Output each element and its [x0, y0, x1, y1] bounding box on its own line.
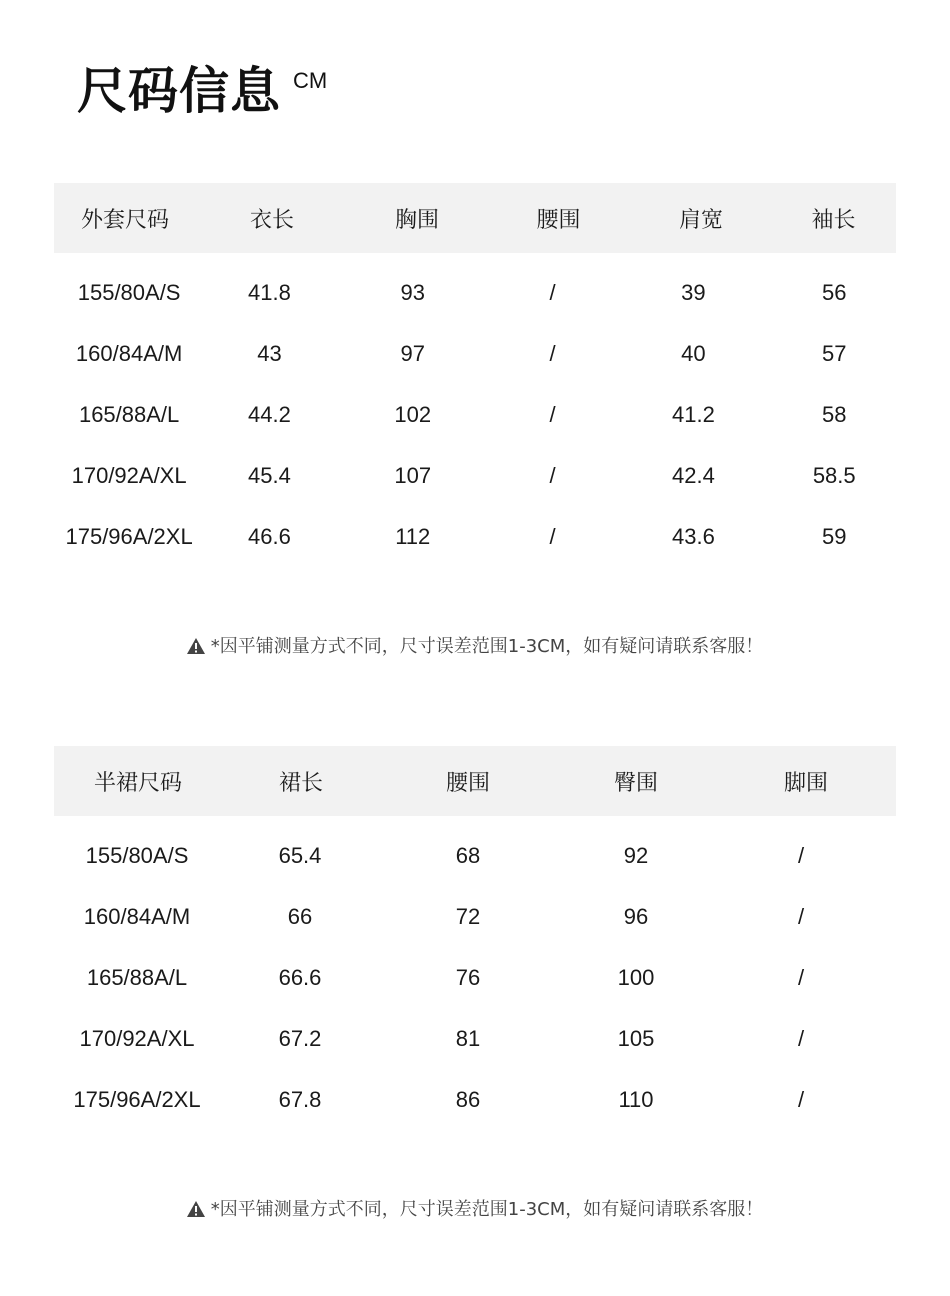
header-cell: 袖长 [811, 207, 856, 233]
warning-icon [187, 1201, 205, 1217]
value-cell: / [797, 903, 805, 929]
value-cell: 97 [400, 340, 425, 366]
page-header [77, 58, 328, 128]
header-cell: 臀围 [613, 770, 658, 796]
value-cell: 58 [821, 401, 847, 427]
value-cell: 93 [400, 279, 425, 305]
value-cell: 42.4 [671, 462, 715, 488]
header-cell: 衣长 [249, 207, 294, 233]
value-cell: 41.8 [248, 279, 291, 305]
header-cell: 脚围 [783, 770, 828, 796]
value-cell: / [549, 340, 556, 366]
value-cell: 66 [287, 903, 313, 929]
value-cell: / [797, 964, 805, 990]
header-cell: 腰围 [445, 770, 490, 796]
value-cell: 57 [821, 340, 847, 366]
table-row [54, 1069, 896, 1130]
value-cell: 96 [623, 903, 649, 929]
value-cell: 59 [821, 523, 847, 549]
value-cell: / [797, 1025, 805, 1051]
skirt-size-table [54, 746, 896, 1130]
value-cell: 67.8 [278, 1086, 322, 1112]
value-cell: 86 [455, 1086, 481, 1112]
value-cell: / [549, 279, 556, 305]
size-cell: 160/84A/M [75, 340, 183, 366]
size-cell: 160/84A/M [83, 903, 191, 929]
table-row [54, 825, 896, 886]
value-cell: 45.4 [248, 462, 291, 488]
value-cell: 58.5 [812, 462, 856, 488]
size-cell: 170/92A/XL [79, 1025, 195, 1051]
value-cell: / [549, 401, 556, 427]
skirt-measurement-note [0, 1195, 950, 1221]
table-row [54, 445, 896, 506]
value-cell: 40 [681, 340, 706, 366]
value-cell: 67.2 [278, 1025, 322, 1051]
value-cell: 92 [623, 842, 649, 868]
unit-label: CM [293, 68, 328, 93]
value-cell: 56 [821, 279, 847, 305]
size-cell: 175/96A/2XL [73, 1086, 201, 1112]
header-cell: 裙长 [278, 770, 323, 796]
note-text: *因平铺测量方式不同，尺寸误差范围1-3CM，如有疑问请联系客服！ [210, 1199, 764, 1220]
value-cell: / [549, 523, 556, 549]
header-cell: 半裙尺码 [93, 770, 182, 796]
page-title: 尺码信息 [77, 62, 281, 120]
value-cell: 100 [617, 964, 655, 990]
table-row [54, 323, 896, 384]
value-cell: 107 [394, 462, 432, 488]
value-cell: 68 [455, 842, 481, 868]
table-row [54, 1008, 896, 1069]
value-cell: / [549, 462, 556, 488]
value-cell: 72 [455, 903, 481, 929]
value-cell: / [797, 842, 805, 868]
size-cell: 170/92A/XL [71, 462, 187, 488]
value-cell: 112 [395, 523, 431, 549]
size-cell: 155/80A/S [77, 279, 181, 305]
coat-size-table [54, 183, 896, 567]
value-cell: 43 [257, 340, 282, 366]
skirt-table-header [54, 746, 896, 816]
size-cell: 165/88A/L [78, 401, 180, 427]
header-cell: 肩宽 [678, 207, 723, 233]
value-cell: 46.6 [248, 523, 291, 549]
value-cell: 43.6 [671, 523, 715, 549]
coat-table-header [54, 183, 896, 253]
coat-measurement-note [0, 632, 950, 658]
table-row [54, 262, 896, 323]
header-cell: 胸围 [394, 207, 439, 233]
value-cell: 102 [394, 401, 432, 427]
value-cell: 41.2 [671, 401, 715, 427]
value-cell: 65.4 [278, 842, 322, 868]
table-row [54, 506, 896, 567]
value-cell: 105 [617, 1025, 655, 1051]
value-cell: 66.6 [278, 964, 322, 990]
table-row [54, 947, 896, 1008]
value-cell: 81 [455, 1025, 481, 1051]
value-cell: 110 [618, 1086, 654, 1112]
size-cell: 175/96A/2XL [65, 523, 193, 549]
warning-icon [187, 638, 205, 654]
header-cell: 外套尺码 [80, 207, 169, 233]
header-cell: 腰围 [536, 207, 581, 233]
value-cell: 44.2 [248, 401, 291, 427]
value-cell: / [797, 1086, 805, 1112]
size-cell: 155/80A/S [85, 842, 189, 868]
note-text: *因平铺测量方式不同，尺寸误差范围1-3CM，如有疑问请联系客服！ [210, 636, 764, 657]
size-cell: 165/88A/L [86, 964, 188, 990]
value-cell: 39 [681, 279, 706, 305]
table-row [54, 886, 896, 947]
table-row [54, 384, 896, 445]
value-cell: 76 [455, 964, 481, 990]
